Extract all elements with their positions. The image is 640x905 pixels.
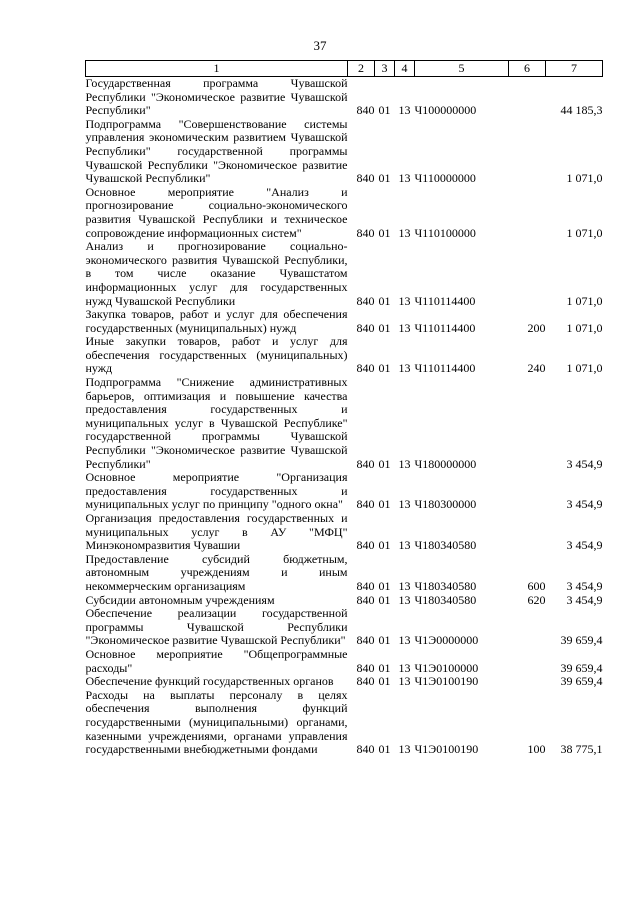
table-row [86, 553, 603, 594]
row-name: Обеспечение реализации государственной программы Чувашской Республики "Экономическое развитие Чувашской Республики" [85, 606, 348, 648]
row-code-2: 840 [356, 592, 375, 607]
row-code-4: 13 [398, 320, 411, 335]
row-code-4: 13 [398, 578, 411, 593]
row-code-3: 01 [378, 361, 391, 376]
row-code-6 [509, 648, 546, 675]
row-code-4: 13 [398, 103, 411, 118]
row-code-3: 01 [378, 633, 391, 648]
row-code-3: 01 [378, 538, 391, 553]
row-code-2: 840 [356, 171, 375, 186]
row-code-4: 13 [398, 497, 411, 512]
row-code-4: 13 [398, 742, 411, 757]
table-row [86, 512, 603, 553]
row-code-4: 13 [398, 633, 411, 648]
row-code-6 [509, 77, 546, 118]
table-row [86, 118, 603, 186]
row-code-3: 01 [378, 592, 391, 607]
row-code-4: 13 [398, 660, 411, 675]
row-code-6: 100 [527, 742, 546, 757]
row-code-6: 620 [527, 592, 546, 607]
table-row [86, 607, 603, 648]
table-row [86, 648, 603, 675]
row-code-3: 01 [378, 674, 391, 689]
row-amount: 1 071,0 [566, 361, 603, 376]
row-code-3: 01 [378, 497, 391, 512]
row-code-2: 840 [356, 538, 375, 553]
row-code-2: 840 [356, 320, 375, 335]
table-row [86, 335, 603, 376]
row-code-3: 01 [378, 171, 391, 186]
header-col-7: 7 [546, 61, 603, 77]
row-name: Иные закупки товаров, работ и услуг для обеспечения государственных (муниципальных) нужд [85, 334, 348, 376]
row-code-5: Ч110114400 [414, 361, 476, 376]
row-name: Расходы на выплаты персоналу в целях обеспечения выполнения функций государственными (муниципальными) органами, казенными учреждениями, органами управления государственными внебюджетными фондами [85, 687, 348, 757]
row-amount: 39 659,4 [560, 674, 603, 689]
row-code-6 [509, 118, 546, 186]
row-amount: 3 454,9 [566, 497, 603, 512]
table-header-row [86, 61, 603, 77]
row-code-4: 13 [398, 293, 411, 308]
table-row [86, 675, 603, 689]
row-amount: 3 454,9 [566, 456, 603, 471]
row-name: Субсидии автономным учреждениям [85, 592, 275, 607]
row-code-6 [509, 512, 546, 553]
row-code-3: 01 [378, 293, 391, 308]
row-code-2: 840 [356, 103, 375, 118]
row-code-4: 13 [398, 171, 411, 186]
row-name: Государственная программа Чувашской Республики "Экономическое развитие Чувашской Республики" [85, 76, 348, 118]
row-code-5: Ч110114400 [414, 293, 476, 308]
row-code-6 [509, 376, 546, 471]
row-code-4: 13 [398, 361, 411, 376]
row-code-4: 13 [398, 674, 411, 689]
row-name: Организация предоставления государственных и муниципальных услуг в АУ "МФЦ" Минэкономразвития Чувашии [85, 511, 348, 553]
row-amount: 38 775,1 [560, 742, 603, 757]
row-name: Обеспечение функций государственных органов [85, 674, 334, 689]
row-name: Анализ и прогнозирование социально-экономического развития Чувашской Республики, в том числе оказание Чувашстатом информационных услуг для государственных нужд Чувашской Республики [85, 239, 348, 308]
row-code-3: 01 [378, 660, 391, 675]
row-code-5: Ч180000000 [414, 456, 477, 471]
row-code-6: 600 [527, 578, 546, 593]
row-code-6 [509, 240, 546, 308]
row-amount: 1 071,0 [566, 293, 603, 308]
header-col-3: 3 [375, 61, 395, 77]
row-code-2: 840 [356, 674, 375, 689]
row-code-6: 200 [527, 320, 546, 335]
header-col-4: 4 [395, 61, 415, 77]
table-row [86, 240, 603, 308]
table-row [86, 186, 603, 240]
row-amount: 1 071,0 [566, 225, 603, 240]
row-code-3: 01 [378, 225, 391, 240]
budget-table [85, 60, 603, 757]
row-code-6 [509, 675, 546, 689]
row-code-4: 13 [398, 538, 411, 553]
row-amount: 3 454,9 [566, 578, 603, 593]
row-code-5: Ч110114400 [414, 320, 476, 335]
row-amount: 1 071,0 [566, 171, 603, 186]
row-code-6 [509, 186, 546, 240]
row-code-5: Ч1Э0000000 [414, 633, 479, 648]
row-code-5: Ч180300000 [414, 497, 477, 512]
row-code-2: 840 [356, 225, 375, 240]
table-body [86, 77, 603, 757]
row-name: Закупка товаров, работ и услуг для обеспечения государственных (муниципальных) нужд [85, 307, 348, 335]
row-code-3: 01 [378, 742, 391, 757]
row-code-5: Ч180340580 [414, 538, 477, 553]
table-row [86, 594, 603, 608]
header-col-2: 2 [348, 61, 375, 77]
row-name: Подпрограмма "Снижение административных барьеров, оптимизация и повышение качества предоставления государственных и муниципальных услуг в Чувашской Республике" государственной программы Чувашской Республики "Экономическое развитие Чувашской Республики" [85, 375, 348, 471]
row-code-3: 01 [378, 578, 391, 593]
page-number: 37 [313, 38, 327, 53]
row-code-5: Ч180340580 [414, 592, 477, 607]
row-name: Подпрограмма "Совершенствование системы управления экономическим развитием Чувашской Республики" государственной программы Чувашской Республики "Экономическое развитие Чувашской Республики" [85, 116, 348, 186]
row-code-4: 13 [398, 456, 411, 471]
row-code-5: Ч1Э0100190 [414, 674, 479, 689]
row-code-4: 13 [398, 225, 411, 240]
row-amount: 3 454,9 [566, 592, 603, 607]
row-amount: 3 454,9 [566, 538, 603, 553]
row-name: Основное мероприятие "Анализ и прогнозирование социально-экономического развития Чувашской Республики и техническое сопровождение информационных систем" [85, 184, 348, 240]
row-code-2: 840 [356, 456, 375, 471]
row-code-2: 840 [356, 293, 375, 308]
row-name: Основное мероприятие "Общепрограммные расходы" [85, 646, 348, 675]
row-code-5: Ч110100000 [414, 225, 476, 240]
row-code-2: 840 [356, 742, 375, 757]
header-col-6: 6 [509, 61, 546, 77]
table-row [86, 308, 603, 335]
row-code-3: 01 [378, 103, 391, 118]
row-code-6 [509, 607, 546, 648]
table-row [86, 376, 603, 471]
row-code-6 [509, 471, 546, 512]
row-name: Основное мероприятие "Организация предоставления государственных и муниципальных услуг по принципу "одного окна" [85, 470, 348, 512]
row-code-5: Ч180340580 [414, 578, 477, 593]
row-code-3: 01 [378, 320, 391, 335]
row-name: Предоставление субсидий бюджетным, автономным учреждениям и иным некоммерческим организациям [85, 551, 348, 593]
header-col-5: 5 [415, 61, 509, 77]
row-code-5: Ч1Э0100190 [414, 742, 479, 757]
row-code-4: 13 [398, 592, 411, 607]
row-code-2: 840 [356, 361, 375, 376]
row-code-3: 01 [378, 456, 391, 471]
table-row [86, 77, 603, 118]
row-amount: 44 185,3 [560, 103, 603, 118]
row-amount: 39 659,4 [560, 660, 603, 675]
row-code-5: Ч100000000 [414, 103, 477, 118]
row-code-5: Ч110000000 [414, 171, 476, 186]
row-code-6: 240 [527, 361, 546, 376]
header-col-1: 1 [86, 61, 348, 77]
row-code-2: 840 [356, 497, 375, 512]
row-code-2: 840 [356, 633, 375, 648]
row-code-2: 840 [356, 660, 375, 675]
row-amount: 1 071,0 [566, 320, 603, 335]
table-row [86, 471, 603, 512]
row-code-5: Ч1Э0100000 [414, 660, 479, 675]
row-code-2: 840 [356, 578, 375, 593]
table-row [86, 689, 603, 757]
row-amount: 39 659,4 [560, 633, 603, 648]
